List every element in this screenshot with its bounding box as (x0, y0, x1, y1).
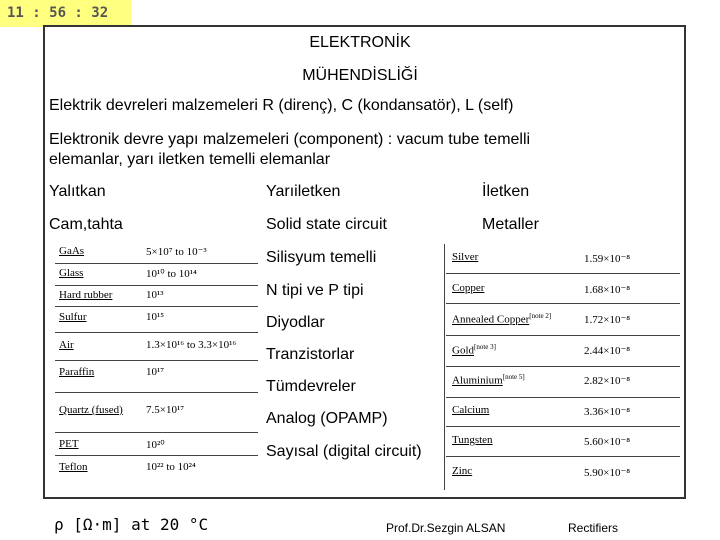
conductor-value: 1.59×10⁻⁸ (584, 253, 631, 265)
insulator-name[interactable]: PET (59, 438, 79, 450)
subheader-semiconductor: Solid state circuit (266, 216, 387, 233)
paragraph-structure-line-2: elemanlar, yarı iletken temelli elemanlar (49, 151, 331, 168)
conductor-value: 2.44×10⁻⁸ (584, 345, 631, 357)
conductor-value: 1.68×10⁻⁸ (584, 284, 631, 296)
semiconductor-item: Silisyum temelli (266, 249, 377, 266)
conductor-entry[interactable] (452, 343, 496, 357)
insulator-value: 1.3×10¹⁶ to 3.3×10¹⁶ (146, 339, 237, 351)
resistivity-unit-label: ρ [Ω·m] at 20 °C (54, 515, 209, 534)
footnote-ref[interactable]: [note 3] (474, 343, 496, 351)
footnote-ref[interactable]: [note 2] (529, 312, 552, 320)
slide-timer: 11 : 56 : 32 (0, 0, 131, 27)
conductor-name[interactable]: Copper (452, 282, 485, 294)
insulator-name[interactable]: GaAs (59, 245, 85, 257)
semiconductor-item: Tranzistorlar (266, 346, 355, 363)
insulator-name[interactable]: Sulfur (59, 311, 87, 323)
conductor-value: 2.82×10⁻⁸ (584, 375, 631, 387)
footer-topic: Rectifiers (568, 521, 619, 535)
semiconductor-item: Tümdevreler (266, 378, 356, 395)
insulator-value: 5×10⁷ to 10⁻³ (146, 246, 207, 258)
title-line-1: ELEKTRONİK (309, 34, 411, 51)
conductor-value: 1.72×10⁻⁸ (584, 314, 631, 326)
paragraph-components-circuit: Elektrik devreleri malzemeleri R (direnç), C (kondansatör), L (self) (49, 97, 514, 114)
insulator-value: 10¹³ (146, 289, 164, 301)
conductor-name[interactable]: Calcium (452, 404, 490, 416)
header-conductor: İletken (482, 183, 530, 200)
insulator-value: 10¹⁰ to 10¹⁴ (146, 268, 197, 280)
insulator-name[interactable]: Paraffin (59, 366, 95, 378)
title-line-2: MÜHENDİSLİĞİ (302, 67, 418, 84)
header-insulator: Yalıtkan (49, 183, 106, 200)
conductor-value: 5.60×10⁻⁸ (584, 436, 631, 448)
footer-author: Prof.Dr.Sezgin ALSAN (386, 521, 506, 535)
conductor-name[interactable]: Silver (452, 251, 479, 263)
conductor-name[interactable]: Zinc (452, 465, 473, 477)
insulator-value: 10²⁰ (146, 439, 165, 451)
conductor-name[interactable]: Aluminium (452, 374, 503, 387)
conductor-entry[interactable] (452, 312, 551, 326)
insulator-value: 10¹⁵ (146, 311, 165, 323)
semiconductor-item: Sayısal (digital circuit) (266, 443, 422, 460)
insulator-name[interactable]: Air (59, 339, 74, 351)
footnote-ref[interactable]: [note 5] (502, 373, 525, 381)
conductor-entry[interactable] (452, 373, 525, 387)
conductor-value: 5.90×10⁻⁸ (584, 467, 631, 479)
semiconductor-item: N tipi ve P tipi (266, 282, 364, 299)
header-semiconductor: Yarıiletken (266, 183, 341, 200)
conductor-name[interactable]: Gold (452, 344, 474, 357)
subheader-conductor: Metaller (482, 216, 539, 233)
semiconductor-item: Analog (OPAMP) (266, 410, 388, 427)
insulator-value: 10¹⁷ (146, 366, 165, 378)
conductor-value: 3.36×10⁻⁸ (584, 406, 631, 418)
conductor-name[interactable]: Annealed Copper (452, 313, 530, 326)
semiconductor-item: Diyodlar (266, 314, 325, 331)
insulator-name[interactable]: Glass (59, 267, 84, 279)
subheader-insulator: Cam,tahta (49, 216, 123, 233)
insulator-name[interactable]: Quartz (fused) (59, 404, 123, 416)
paragraph-structure-line-1: Elektronik devre yapı malzemeleri (component) : vacum tube temelli (49, 131, 531, 148)
insulator-value: 7.5×10¹⁷ (146, 404, 185, 416)
conductor-name[interactable]: Tungsten (452, 434, 493, 446)
insulator-value: 10²² to 10²⁴ (146, 461, 196, 473)
insulator-name[interactable]: Teflon (59, 461, 88, 473)
insulator-name[interactable]: Hard rubber (59, 289, 113, 301)
